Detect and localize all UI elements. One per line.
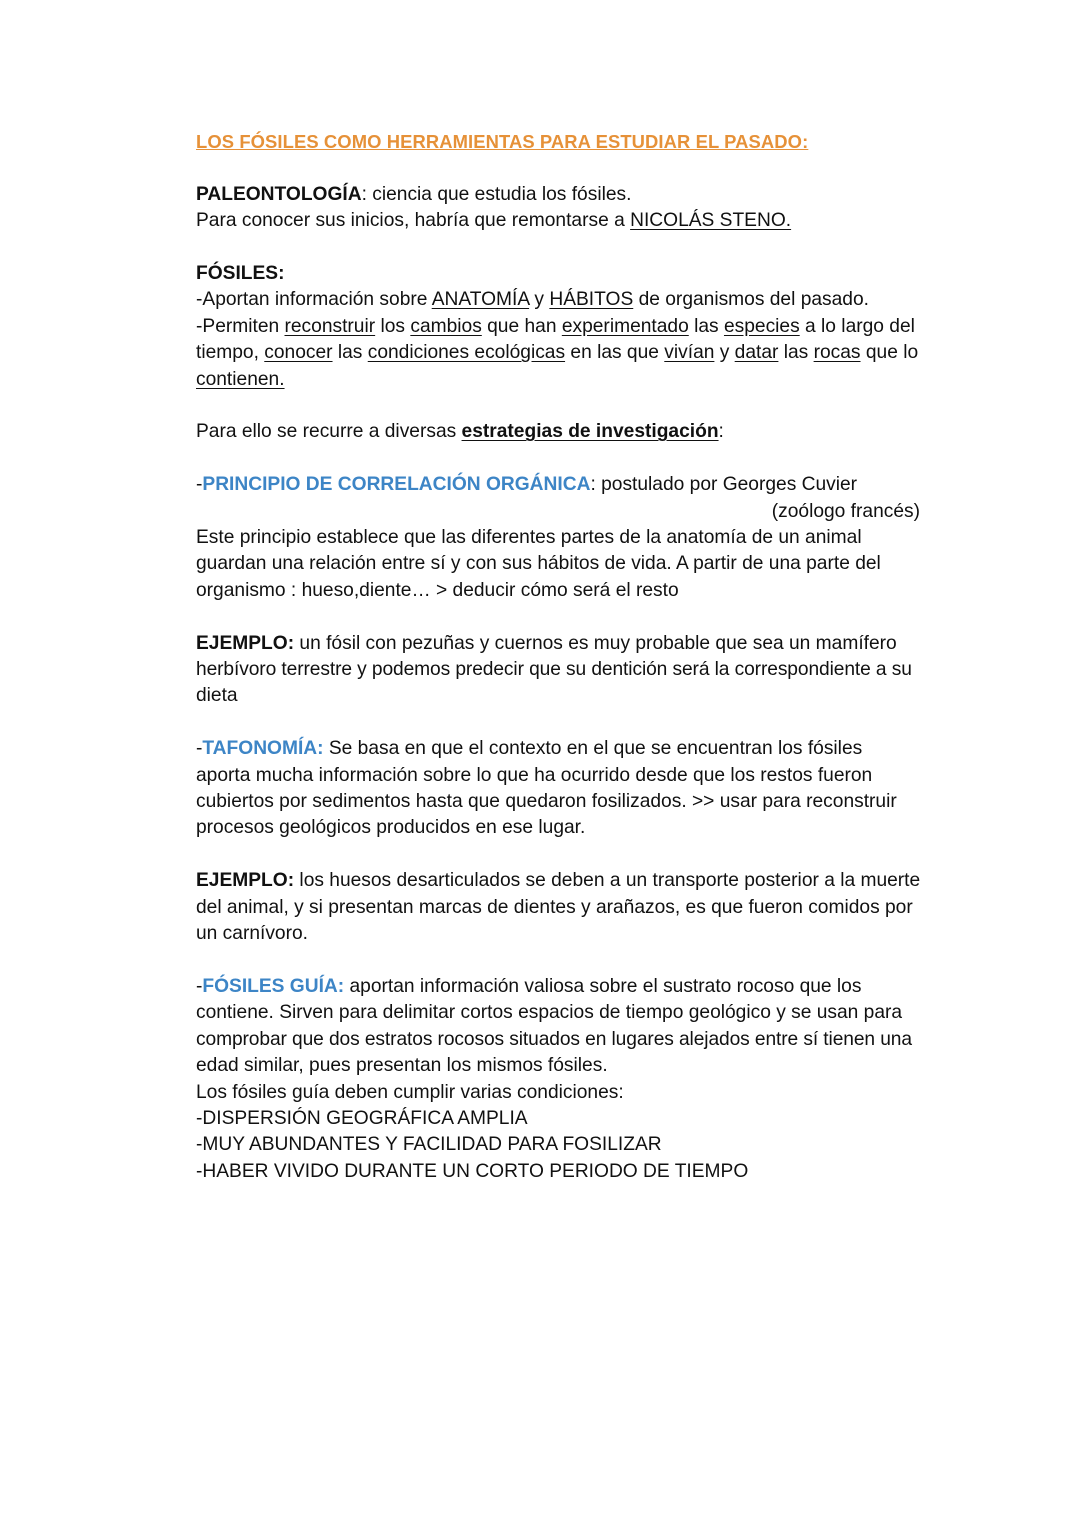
ejemplo2-label: EJEMPLO: (196, 870, 295, 892)
estrategias-term: estrategias de investigación (461, 421, 719, 443)
correlacion-heading: -PRINCIPIO DE CORRELACIÓN ORGÁNICA: postulado por Georges Cuvier (196, 474, 858, 496)
tafonomia-line-2: aporta mucha información sobre lo que ha ocurrido desde que los restos fueron (196, 764, 873, 786)
ejemplo2-line-2: del animal, y si presentan marcas de dientes y arañazos, es que fueron comidos por (196, 896, 913, 918)
guia-condition: -HABER VIVIDO DURANTE UN CORTO PERIODO DE TIEMPO (196, 1160, 749, 1182)
fosiles-line-3: tiempo, conocer las condiciones ecológicas en las que vivían y datar las rocas que lo (196, 342, 919, 364)
ejemplo1-line-2: herbívoro terrestre y podemos predecir que su dentición será la correspondiente a su (196, 659, 912, 681)
ejemplo2-line-1: EJEMPLO: los huesos desarticulados se deben a un transporte posterior a la muerte (196, 870, 921, 892)
ejemplo1-label: EJEMPLO: (196, 632, 295, 654)
fosiles-line-2: -Permiten reconstruir los cambios que han experimentado las especies a lo largo del (196, 315, 915, 337)
ejemplo2-line-3: un carnívoro. (196, 923, 308, 945)
paleontologia-origin: Para conocer sus inicios, habría que remontarse a NICOLÁS STENO. (196, 210, 792, 232)
correlacion-body-1: Este principio establece que las diferentes partes de la anatomía de un animal (196, 527, 862, 549)
guia-line-5: Los fósiles guía deben cumplir varias condiciones: (196, 1081, 624, 1103)
guia-line-1: -FÓSILES GUÍA: aportan información valiosa sobre el sustrato rocoso que los (196, 975, 862, 997)
ejemplo1-line-1: EJEMPLO: un fósil con pezuñas y cuernos es muy probable que sea un mamífero (196, 632, 897, 654)
tafonomia-line-3: cubiertos por sedimentos hasta que quedaron fosilizados. >> usar para reconstruir (196, 791, 897, 813)
paleontologia-definition: PALEONTOLOGÍA: ciencia que estudia los fósiles. (196, 183, 632, 205)
fosiles-line-4: contienen. (196, 368, 285, 390)
correlacion-term: PRINCIPIO DE CORRELACIÓN ORGÁNICA (202, 474, 591, 496)
fosiles-line-1: -Aportan información sobre ANATOMÍA y HÁBITOS de organismos del pasado. (196, 289, 869, 311)
paleontologia-term: PALEONTOLOGÍA (196, 183, 362, 205)
tafonomia-term: TAFONOMÍA: (202, 738, 324, 760)
tafonomia-line-4: procesos geológicos producidos en ese lugar. (196, 817, 586, 839)
guia-line-4: edad similar, pues presentan los mismos fósiles. (196, 1055, 608, 1077)
correlacion-body-3: organismo : hueso,diente… > deducir cómo será el resto (196, 579, 679, 601)
fosiles-heading: FÓSILES: (196, 263, 285, 284)
estrategias-line: Para ello se recurre a diversas estrategias de investigación: (196, 421, 724, 443)
correlacion-note: (zoólogo francés) (771, 500, 920, 522)
guia-condition: -DISPERSIÓN GEOGRÁFICA AMPLIA (196, 1107, 528, 1129)
document-page (196, 129, 956, 1185)
tafonomia-line-1: -TAFONOMÍA: Se basa en que el contexto en el que se encuentran los fósiles (196, 738, 863, 760)
guia-term: FÓSILES GUÍA: (202, 975, 345, 997)
page-title: LOS FÓSILES COMO HERRAMIENTAS PARA ESTUDIAR EL PASADO: (196, 131, 809, 152)
guia-line-3: comprobar que dos estratos rocosos situados en lugares alejados entre sí tienen una (196, 1028, 912, 1050)
guia-line-2: contiene. Sirven para delimitar cortos espacios de tiempo geológico y se usan para (196, 1002, 903, 1024)
correlacion-body-2: guardan una relación entre sí y con sus hábitos de vida. A partir de una parte del (196, 553, 881, 575)
ejemplo1-line-3: dieta (196, 685, 238, 707)
guia-condition: -MUY ABUNDANTES Y FACILIDAD PARA FOSILIZAR (196, 1134, 662, 1156)
steno-name: NICOLÁS STENO. (630, 210, 792, 232)
